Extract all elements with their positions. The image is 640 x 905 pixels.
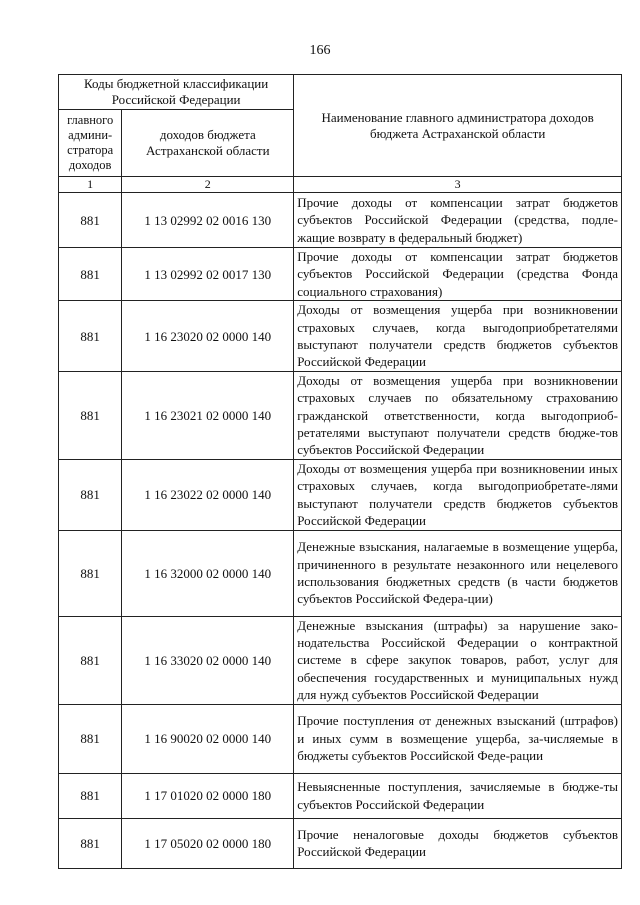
admin-code-cell: 881 [59, 616, 122, 704]
header-col3: Наименование главного администратора доходов бюджета Астраханской области [294, 75, 622, 177]
revenue-name-cell: Денежные взыскания (штрафы) за нарушение зако-нодательства Российской Федерации о контрактной системе в сфере закупок товаров, работ, услуг для обеспечения государственных и муниципальных нужд для нужд субъектов Российской Федерации [294, 616, 622, 704]
budget-code-cell: 1 16 32000 02 0000 140 [122, 530, 294, 616]
header-num1: 1 [59, 177, 122, 193]
header-num3: 3 [294, 177, 622, 193]
table-row [59, 704, 622, 773]
table-row [59, 301, 622, 372]
revenue-name-cell: Доходы от возмещения ущерба при возникновении страховых случаев по обязательному страхованию гражданской ответственности, когда выгодоприоб-ретателями выступают получатели средств бюдже-тов субъектов Российской Федерации [294, 371, 622, 459]
revenue-name-cell: Прочие доходы от компенсации затрат бюджетов субъектов Российской Федерации (средства Фонда социального страхования) [294, 248, 622, 301]
revenue-name-cell: Денежные взыскания, налагаемые в возмещение ущерба, причиненного в результате незаконного или нецелевого использования бюджетных средств (в части бюджетов субъектов Российской Федера-ции) [294, 530, 622, 616]
budget-code-cell: 1 13 02992 02 0017 130 [122, 248, 294, 301]
table-row [59, 193, 622, 248]
revenue-name-cell: Прочие доходы от компенсации затрат бюджетов субъектов Российской Федерации (средства, подле-жащие возврату в федеральный бюджет) [294, 193, 622, 248]
table-row [59, 248, 622, 301]
admin-code-cell: 881 [59, 773, 122, 818]
admin-code-cell: 881 [59, 530, 122, 616]
budget-code-cell: 1 17 05020 02 0000 180 [122, 818, 294, 868]
budget-code-cell: 1 16 23020 02 0000 140 [122, 301, 294, 372]
table-row [59, 371, 622, 459]
table-row [59, 818, 622, 868]
budget-code-cell: 1 16 33020 02 0000 140 [122, 616, 294, 704]
table-row [59, 773, 622, 818]
admin-code-cell: 881 [59, 704, 122, 773]
header-col1: главного админи-стратора доходов [59, 110, 122, 177]
header-group-title: Коды бюджетной классификации Российской Федерации [59, 75, 294, 110]
admin-code-cell: 881 [59, 818, 122, 868]
admin-code-cell: 881 [59, 193, 122, 248]
budget-code-cell: 1 16 23022 02 0000 140 [122, 459, 294, 530]
revenue-name-cell: Невыясненные поступления, зачисляемые в бюдже-ты субъектов Российской Федерации [294, 773, 622, 818]
revenue-name-cell: Доходы от возмещения ущерба при возникновении иных страховых случаев, когда выгодоприобретате-лями выступают получатели средств бюджетов субъектов Российской Федерации [294, 459, 622, 530]
admin-code-cell: 881 [59, 371, 122, 459]
table-row [59, 616, 622, 704]
revenue-name-cell: Доходы от возмещения ущерба при возникновении страховых случаев, когда выгодоприобретателями выступают получатели средств бюджетов субъектов Российской Федерации [294, 301, 622, 372]
table-row [59, 459, 622, 530]
budget-code-cell: 1 17 01020 02 0000 180 [122, 773, 294, 818]
header-num2: 2 [122, 177, 294, 193]
revenue-name-cell: Прочие поступления от денежных взысканий (штрафов) и иных сумм в возмещение ущерба, за-числяемые в бюджеты субъектов Российской Феде-рации [294, 704, 622, 773]
header-col2: доходов бюджета Астраханской области [122, 110, 294, 177]
budget-code-cell: 1 16 23021 02 0000 140 [122, 371, 294, 459]
page-number: 166 [309, 43, 331, 58]
budget-code-cell: 1 16 90020 02 0000 140 [122, 704, 294, 773]
admin-code-cell: 881 [59, 248, 122, 301]
admin-code-cell: 881 [59, 459, 122, 530]
revenue-name-cell: Прочие неналоговые доходы бюджетов субъектов Российской Федерации [294, 818, 622, 868]
table-row [59, 530, 622, 616]
budget-codes-table [58, 74, 622, 869]
admin-code-cell: 881 [59, 301, 122, 372]
budget-code-cell: 1 13 02992 02 0016 130 [122, 193, 294, 248]
